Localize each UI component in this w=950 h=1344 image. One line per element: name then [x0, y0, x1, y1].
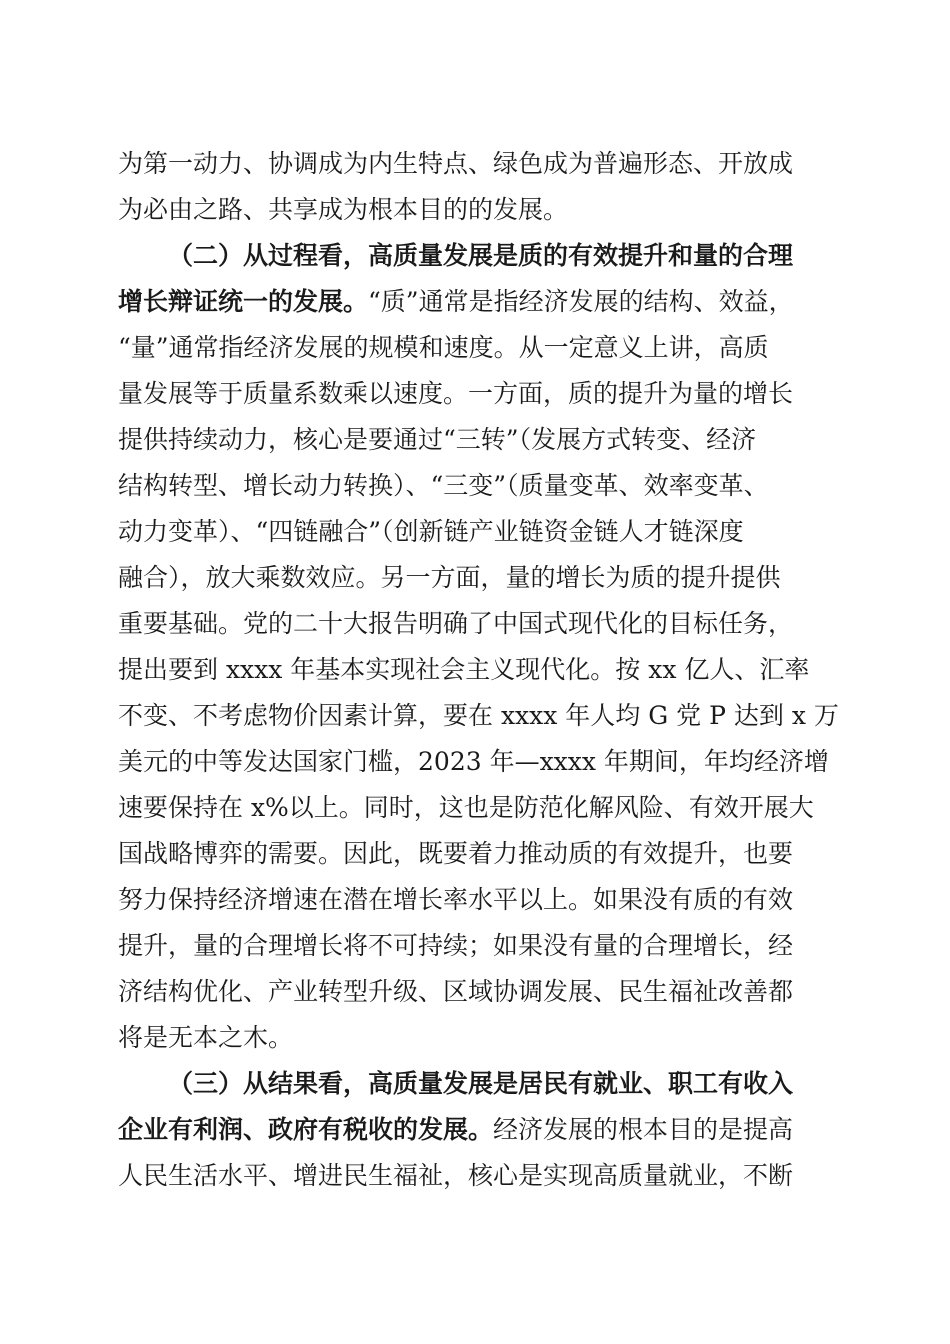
text-line-23 [0, 1158, 950, 1194]
text-run: 重要基础。党的二十大报告明确了中国式现代化的目标任务， [118, 609, 794, 638]
text-run: 努力保持经济增速在潜在增长率水平以上。如果没有质的有效 [118, 885, 794, 914]
text-run: “量”通常指经济发展的规模和速度。从一定意义上讲，高质 [118, 333, 769, 362]
text-run: 提供持续动力，核心是要通过“三转”（发展方式转变、经济 [118, 425, 757, 454]
text-run: 融合），放大乘数效应。另一方面，量的增长为质的提升提供 [118, 563, 781, 592]
text-run: 为必由之路、共享成为根本目的的发展。 [118, 195, 569, 224]
text-run: 经济发展的根本目的是提高 [493, 1115, 794, 1144]
text-line-8 [0, 468, 950, 504]
text-line-19 [0, 974, 950, 1010]
text-line-12 [0, 652, 950, 688]
text-run: 速要保持在 x%以上。同时，这也是防范化解风险、有效开展大 [118, 793, 814, 822]
text-line-5 [0, 330, 950, 366]
text-run: 提出要到 xxxx 年基本实现社会主义现代化。按 xx 亿人、汇率 [118, 655, 810, 684]
text-run: 结构转型、增长动力转换）、“三变”（质量变革、效率变革、 [118, 471, 769, 500]
text-line-22 [0, 1112, 950, 1148]
text-line-1 [0, 146, 950, 182]
text-line-13 [0, 698, 950, 734]
text-run: 为第一动力、协调成为内生特点、绿色成为普遍形态、开放成 [118, 149, 794, 178]
heading-run: （三）从结果看，高质量发展是居民有就业、职工有收入 [168, 1069, 794, 1098]
text-line-11 [0, 606, 950, 642]
text-line-7 [0, 422, 950, 458]
heading-run: 增长辩证统一的发展。 [118, 287, 369, 316]
text-run: 济结构优化、产业转型升级、区域协调发展、民生福祉改善都 [118, 977, 794, 1006]
text-line-18 [0, 928, 950, 964]
text-line-6 [0, 376, 950, 412]
text-run: 美元的中等发达国家门槛，2023 年—xxxx 年期间，年均经济增 [118, 747, 829, 776]
text-run: 不变、不考虑物价因素计算，要在 xxxx 年人均 G 党 P 达到 x 万 [118, 701, 839, 730]
text-line-4 [0, 284, 950, 320]
text-run: 提升，量的合理增长将不可持续；如果没有量的合理增长，经 [118, 931, 794, 960]
text-run: 量发展等于质量系数乘以速度。一方面，质的提升为量的增长 [118, 379, 794, 408]
text-line-2 [0, 192, 950, 228]
text-line-17 [0, 882, 950, 918]
text-run: 将是无本之木。 [118, 1023, 294, 1052]
text-line-10 [0, 560, 950, 596]
text-run: 人民生活水平、增进民生福祉，核心是实现高质量就业，不断 [118, 1161, 794, 1190]
heading-run: （二）从过程看，高质量发展是质的有效提升和量的合理 [168, 241, 794, 270]
text-line-9 [0, 514, 950, 550]
text-line-16 [0, 836, 950, 872]
section-heading-2 [0, 238, 950, 274]
heading-run: 企业有利润、政府有税收的发展。 [118, 1115, 494, 1144]
text-line-14 [0, 744, 950, 780]
text-run: “质”通常是指经济发展的结构、效益， [368, 287, 794, 316]
text-run: 国战略博弈的需要。因此，既要着力推动质的有效提升，也要 [118, 839, 794, 868]
text-line-15 [0, 790, 950, 826]
text-run: 动力变革）、“四链融合”（创新链产业链资金链人才链深度 [118, 517, 744, 546]
text-line-20 [0, 1020, 950, 1056]
section-heading-3 [0, 1066, 950, 1102]
